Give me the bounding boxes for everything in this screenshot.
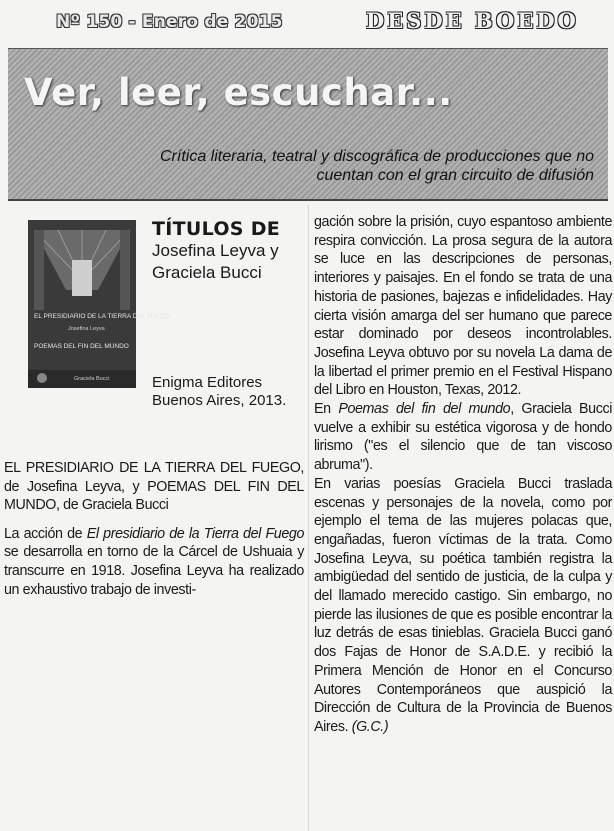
book-titles-block <box>152 218 308 284</box>
article-paragraph-4 <box>314 475 612 737</box>
p3-rest: , Graciela Bucci vuelve a exhibir su estética vigorosa y de hondo lirismo ("es el silencio que de tan viscoso abruma"). <box>314 401 613 474</box>
book-cover-image <box>28 220 170 388</box>
page-header <box>0 0 614 46</box>
p1-book-title: El presidiario de la Tierra del Fuego <box>86 525 304 542</box>
titles-heading: TÍTULOS DE <box>152 218 281 240</box>
article-paragraph-1 <box>4 525 304 599</box>
p4-text: En varias poesías Graciela Bucci traslada escenas y personajes de la novela, como por ejemplo el tema de las mujeres polacas que, engañadas, fueron víctimas de la trata. Como Josefina Leyva, su poética también registra la ambigüedad del sentido de justicia, de la culpa y del llamado merecido castigo. Sin embargo, no pierde las ilusiones de que es posible encontrar la luz detrás de esas tinieblas. Graciela Bucci ganó dos Fajas de Honor de S.A.D.E. y recibió la Primera Mención de Honor en el Concurso Autores Contemporáneos que auspició la Dirección de Cultura de la Provincia de Buenos Aires. <box>314 475 612 735</box>
cover-title-1: EL PRESIDIARIO DE LA TIERRA DEL FUEGO <box>34 313 170 320</box>
article-paragraph-2: gación sobre la prisión, cuyo espantoso ambiente respira convicción. La prosa segura de la autora se luce en las descripciones de personas, interiores y paisajes. En el fondo se trata de una historia de pasiones, bajezas e infidelidades. Hay cierta visión amarga del ser humano que parece estar dominado por deseos incontrolables. Josefina Leyva obtuvo por su novela La dama de la libertad el primer premio en el Festival Hispano del Libro en Houston, Texas, 2012. <box>314 214 612 399</box>
cover-author-2: Graciela Bucci <box>74 376 110 382</box>
section-subtitle: Crítica literaria, teatral y discográfica de producciones que no cuentan con el gran circuito de difusión <box>160 148 594 184</box>
p1-start: La acción de <box>4 525 87 542</box>
p3-start: En <box>314 401 339 418</box>
masthead: DESDE BOEDO <box>366 8 579 33</box>
issue-number: Nº 150 - Enero de 2015 <box>56 12 283 32</box>
book-cover-illustration <box>28 220 170 388</box>
article-signature: (G.C.) <box>351 718 389 735</box>
article-lead: EL PRESIDIARIO DE LA TIERRA DEL FUEGO, de Josefina Leyva, y POEMAS DEL FIN DEL MUNDO, de Graciela Bucci <box>4 460 304 514</box>
section-title: Ver, leer, escuchar... <box>24 71 453 114</box>
cover-author-1: Josefina Leyva <box>68 326 105 332</box>
article-right-column <box>314 213 612 737</box>
titles-authors: Josefina Leyva y Graciela Bucci <box>152 241 279 282</box>
cover-title-2: POEMAS DEL FIN DEL MUNDO <box>34 343 129 350</box>
article-paragraph-3 <box>314 400 612 475</box>
column-divider <box>308 205 309 831</box>
p3-book-title: Poemas del fin del mundo <box>338 401 511 418</box>
p1-rest: se desarrolla en torno de la Cárcel de Ushuaia y transcurre en 1918. Josefina Leyva ha realizado un exhaustivo trabajo de investi- <box>4 544 304 598</box>
publisher-info: Enigma Editores Buenos Aires, 2013. <box>152 374 287 409</box>
article-left-column <box>4 459 304 609</box>
section-banner <box>8 48 608 201</box>
